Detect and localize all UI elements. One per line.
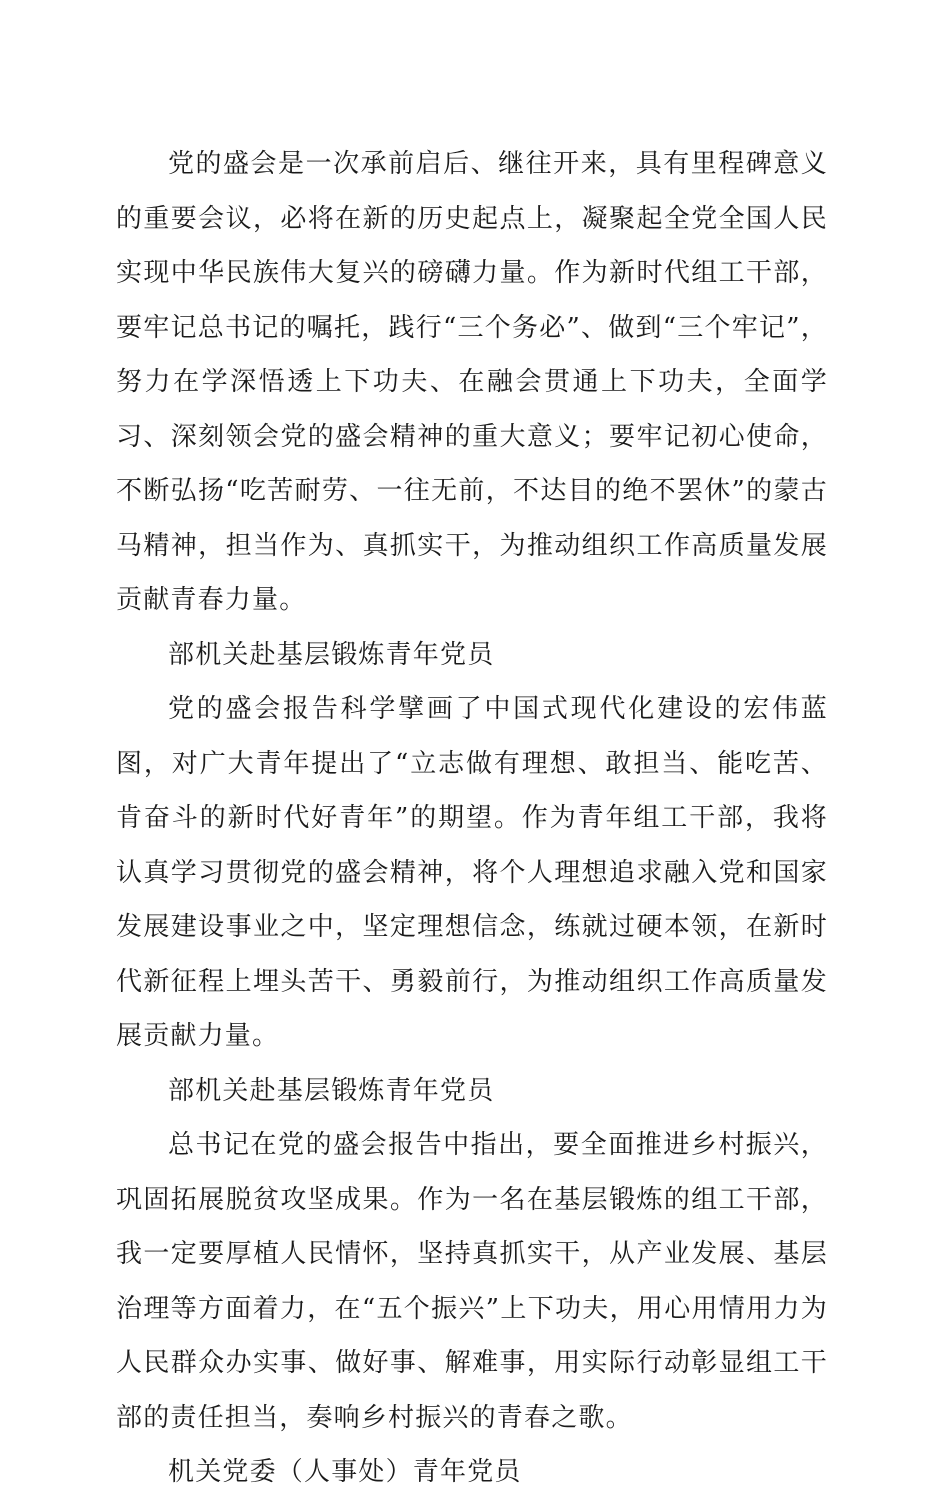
- paragraph-1: 党的盛会是一次承前启后、继往开来，具有里程碑意义的重要会议，必将在新的历史起点上，凝聚起全党全国人民实现中华民族伟大复兴的磅礴力量。作为新时代组工干部，要牢记总书记的嘱托，践行“三个务必”、做到“三个牢记”，努力在学深悟透上下功夫、在融会贯通上下功夫，全面学习、深刻领会党的盛会精神的重大意义；要牢记初心使命，不断弘扬“吃苦耐劳、一往无前，不达目的绝不罢休”的蒙古马精神，担当作为、真抓实干，为推动组织工作高质量发展贡献青春力量。: [116, 149, 828, 615]
- paragraph-2: 党的盛会报告科学擘画了中国式现代化建设的宏伟蓝图，对广大青年提出了“立志做有理想、敢担当、能吃苦、肯奋斗的新时代好青年”的期望。作为青年组工干部，我将认真学习贯彻党的盛会精神，将个人理想追求融入党和国家发展建设事业之中，坚定理想信念，练就过硬本领，在新时代新征程上埋头苦干、勇毅前行，为推动组织工作高质量发展贡献力量。: [116, 694, 828, 1051]
- document-body: [116, 137, 828, 1500]
- signature-3: 机关党委（人事处）青年党员: [168, 1457, 522, 1487]
- signature-2: 部机关赴基层锻炼青年党员: [168, 1075, 495, 1106]
- signature-1: 部机关赴基层锻炼青年党员: [168, 639, 495, 670]
- paragraph-3: 总书记在党的盛会报告中指出，要全面推进乡村振兴，巩固拓展脱贫攻坚成果。作为一名在基层锻炼的组工干部，我一定要厚植人民情怀，坚持真抓实干，从产业发展、基层治理等方面着力，在“五个振兴”上下功夫，用心用情用力为人民群众办实事、做好事、解难事，用实际行动彰显组工干部的责任担当，奏响乡村振兴的青春之歌。: [116, 1130, 828, 1433]
